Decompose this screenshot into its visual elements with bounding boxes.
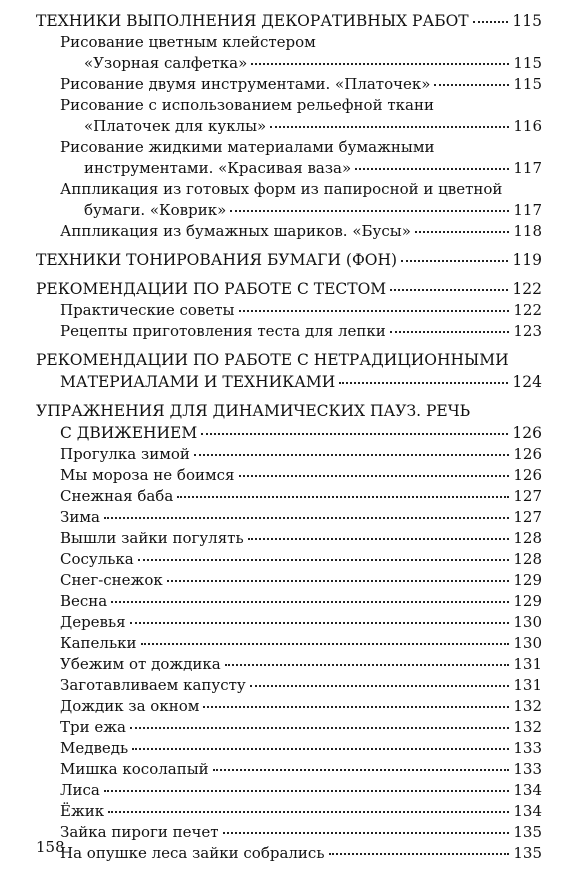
item-title: бумаги. «Коврик» bbox=[84, 201, 227, 219]
page-ref: 115 bbox=[512, 12, 542, 30]
dot-leader bbox=[203, 706, 509, 708]
page-ref: 132 bbox=[513, 697, 542, 715]
dot-leader bbox=[401, 260, 508, 262]
page-ref: 127 bbox=[513, 508, 542, 526]
dot-leader bbox=[111, 601, 509, 603]
page-ref: 117 bbox=[513, 201, 542, 219]
toc-item bbox=[36, 822, 542, 843]
item-title: Снег-снежок bbox=[60, 571, 163, 589]
toc-item bbox=[36, 570, 542, 591]
item-title: Снежная баба bbox=[60, 487, 174, 505]
dot-leader bbox=[104, 790, 510, 792]
page-ref: 132 bbox=[513, 718, 542, 736]
toc-item bbox=[36, 549, 542, 570]
page-ref: 131 bbox=[513, 676, 542, 694]
section-title: РЕКОМЕНДАЦИИ ПО РАБОТЕ С НЕТРАДИЦИОННЫМИ bbox=[36, 351, 509, 369]
page-ref: 126 bbox=[512, 424, 542, 442]
dot-leader bbox=[201, 433, 508, 435]
section-title: ТЕХНИКИ ТОНИРОВАНИЯ БУМАГИ (ФОН) bbox=[36, 251, 398, 269]
item-title: Зима bbox=[60, 508, 100, 526]
dot-leader bbox=[130, 727, 509, 729]
dot-leader bbox=[213, 769, 510, 771]
section-title: ТЕХНИКИ ВЫПОЛНЕНИЯ ДЕКОРАТИВНЫХ РАБОТ bbox=[36, 12, 469, 30]
dot-leader bbox=[329, 853, 510, 855]
page-ref: 129 bbox=[513, 571, 542, 589]
dot-leader bbox=[248, 538, 510, 540]
toc-item bbox=[36, 74, 542, 95]
toc-item bbox=[36, 321, 542, 342]
dot-leader bbox=[132, 748, 509, 750]
item-title: Рисование цветным клейстером bbox=[60, 33, 316, 51]
dot-leader bbox=[225, 664, 510, 666]
toc-item bbox=[36, 780, 542, 801]
dot-leader bbox=[270, 126, 509, 128]
dot-leader bbox=[355, 168, 509, 170]
page-ref: 133 bbox=[513, 760, 542, 778]
toc-item bbox=[36, 486, 542, 507]
toc-item bbox=[36, 95, 542, 137]
toc-item bbox=[36, 591, 542, 612]
page-ref: 127 bbox=[513, 487, 542, 505]
item-title: Весна bbox=[60, 592, 108, 610]
page-ref: 131 bbox=[513, 655, 542, 673]
toc-item bbox=[36, 717, 542, 738]
item-title: Практические советы bbox=[60, 301, 235, 319]
item-title: На опушке леса зайки собрались bbox=[60, 844, 325, 862]
toc-item bbox=[36, 675, 542, 696]
page-ref: 122 bbox=[512, 280, 542, 298]
item-title: Капельки bbox=[60, 634, 137, 652]
dot-leader bbox=[223, 832, 510, 834]
dot-leader bbox=[194, 454, 509, 456]
toc-item bbox=[36, 612, 542, 633]
page-ref: 133 bbox=[513, 739, 542, 757]
dot-leader bbox=[390, 331, 510, 333]
toc-item bbox=[36, 801, 542, 822]
toc-item bbox=[36, 654, 542, 675]
item-title: Мишка косолапый bbox=[60, 760, 209, 778]
item-title: Деревья bbox=[60, 613, 126, 631]
dot-leader bbox=[108, 811, 509, 813]
dot-leader bbox=[434, 84, 509, 86]
dot-leader bbox=[239, 310, 510, 312]
toc-item bbox=[36, 465, 542, 486]
toc-item bbox=[36, 507, 542, 528]
dot-leader bbox=[230, 210, 509, 212]
page-ref: 115 bbox=[513, 54, 542, 72]
page-ref: 117 bbox=[513, 159, 542, 177]
section-gap bbox=[36, 242, 542, 249]
page-ref: 135 bbox=[513, 844, 542, 862]
dot-leader bbox=[141, 643, 510, 645]
toc-section bbox=[36, 349, 542, 393]
table-of-contents bbox=[36, 10, 542, 864]
item-title: Рецепты приготовления теста для лепки bbox=[60, 322, 386, 340]
item-title: «Узорная салфетка» bbox=[84, 54, 248, 72]
item-title: Прогулка зимой bbox=[60, 445, 190, 463]
toc-item bbox=[36, 843, 542, 864]
page-ref: 134 bbox=[513, 781, 542, 799]
page-ref: 124 bbox=[512, 373, 542, 391]
dot-leader bbox=[177, 496, 509, 498]
dot-leader bbox=[239, 475, 510, 477]
page-ref: 128 bbox=[513, 529, 542, 547]
toc-item bbox=[36, 759, 542, 780]
page-ref: 122 bbox=[513, 301, 542, 319]
dot-leader bbox=[415, 231, 509, 233]
dot-leader bbox=[130, 622, 510, 624]
toc-item bbox=[36, 32, 542, 74]
item-title: Ёжик bbox=[60, 802, 105, 820]
item-title: Аппликация из готовых форм из папиросной и цветной bbox=[60, 180, 503, 198]
page-ref: 130 bbox=[513, 613, 542, 631]
section-title: УПРАЖНЕНИЯ ДЛЯ ДИНАМИЧЕСКИХ ПАУЗ. РЕЧЬ bbox=[36, 402, 471, 420]
toc-item bbox=[36, 444, 542, 465]
section-gap bbox=[36, 393, 542, 400]
section-gap bbox=[36, 271, 542, 278]
toc-item bbox=[36, 221, 542, 242]
page-ref: 135 bbox=[513, 823, 542, 841]
page-ref: 130 bbox=[513, 634, 542, 652]
page-ref: 119 bbox=[512, 251, 542, 269]
page-ref: 126 bbox=[513, 445, 542, 463]
item-title: Заготавливаем капусту bbox=[60, 676, 246, 694]
dot-leader bbox=[339, 382, 508, 384]
toc-section bbox=[36, 400, 542, 444]
page-ref: 128 bbox=[513, 550, 542, 568]
toc-section bbox=[36, 278, 542, 300]
section-gap bbox=[36, 342, 542, 349]
item-title: Мы мороза не боимся bbox=[60, 466, 235, 484]
item-title: Рисование двумя инструментами. «Платочек» bbox=[60, 75, 431, 93]
page-ref: 115 bbox=[513, 75, 542, 93]
toc-item bbox=[36, 300, 542, 321]
item-title: Сосулька bbox=[60, 550, 134, 568]
section-title: С ДВИЖЕНИЕМ bbox=[60, 424, 198, 442]
item-title: Аппликация из бумажных шариков. «Бусы» bbox=[60, 222, 411, 240]
toc-item bbox=[36, 137, 542, 179]
toc-item bbox=[36, 179, 542, 221]
item-title: инструментами. «Красивая ваза» bbox=[84, 159, 352, 177]
item-title: Лиса bbox=[60, 781, 100, 799]
section-title: МАТЕРИАЛАМИ И ТЕХНИКАМИ bbox=[60, 373, 336, 391]
page-ref: 126 bbox=[513, 466, 542, 484]
dot-leader bbox=[473, 21, 509, 23]
item-title: Вышли зайки погулять bbox=[60, 529, 244, 547]
page-ref: 118 bbox=[513, 222, 542, 240]
dot-leader bbox=[250, 685, 510, 687]
dot-leader bbox=[104, 517, 509, 519]
page-ref: 116 bbox=[513, 117, 542, 135]
item-title: Дождик за окном bbox=[60, 697, 200, 715]
page-ref: 123 bbox=[513, 322, 542, 340]
item-title: Медведь bbox=[60, 739, 129, 757]
dot-leader bbox=[167, 580, 510, 582]
toc-item bbox=[36, 696, 542, 717]
item-title: Рисование с использованием рельефной ткани bbox=[60, 96, 434, 114]
toc-item bbox=[36, 633, 542, 654]
section-title: РЕКОМЕНДАЦИИ ПО РАБОТЕ С ТЕСТОМ bbox=[36, 280, 387, 298]
dot-leader bbox=[390, 289, 508, 291]
page-ref: 134 bbox=[513, 802, 542, 820]
toc-section bbox=[36, 10, 542, 32]
toc-item bbox=[36, 738, 542, 759]
page-ref: 129 bbox=[513, 592, 542, 610]
item-title: «Платочек для куклы» bbox=[84, 117, 267, 135]
item-title: Зайка пироги печет bbox=[60, 823, 219, 841]
page-number: 158 bbox=[36, 838, 65, 856]
toc-item bbox=[36, 528, 542, 549]
item-title: Убежим от дождика bbox=[60, 655, 221, 673]
dot-leader bbox=[138, 559, 510, 561]
item-title: Три ежа bbox=[60, 718, 126, 736]
item-title: Рисование жидкими материалами бумажными bbox=[60, 138, 435, 156]
toc-section bbox=[36, 249, 542, 271]
dot-leader bbox=[251, 63, 509, 65]
